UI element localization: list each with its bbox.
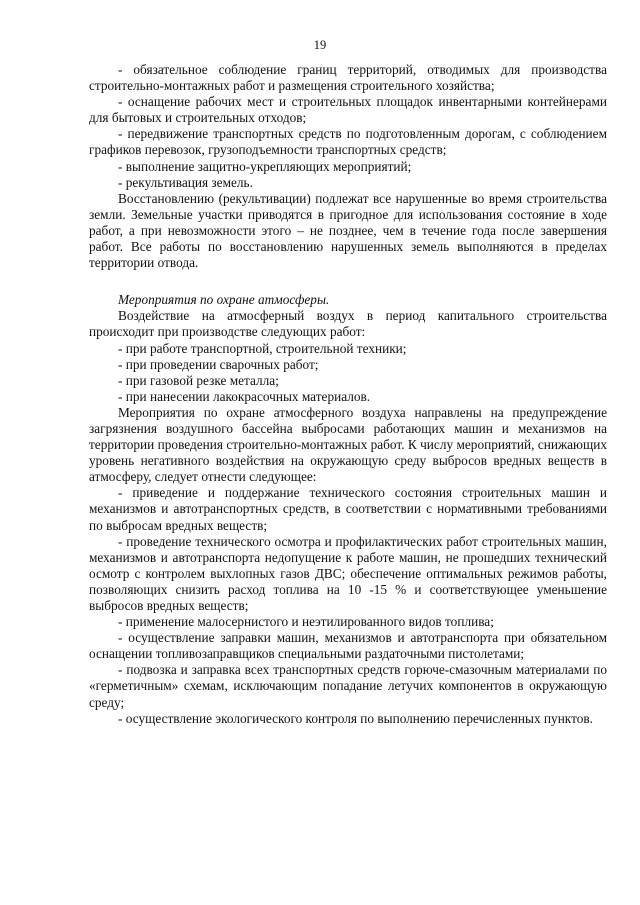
list-item: - подвозка и заправка всех транспортных средств горюче-смазочным материалами по «герметичным» схемам, исключающим попадание летучих компонентов в окружающую среду; xyxy=(89,662,607,710)
list-item: - оснащение рабочих мест и строительных площадок инвентарными контейнерами для бытовых и строительных отходов; xyxy=(89,94,607,126)
list-item: - при газовой резке металла; xyxy=(118,372,279,388)
list-item: - осуществление экологического контроля по выполнению перечисленных пунктов. xyxy=(118,710,593,726)
list-item: - применение малосернистого и неэтилированного видов топлива; xyxy=(118,614,494,630)
list-item: - передвижение транспортных средств по подготовленным дорогам, с соблюдением графиков перевозок, грузоподъемности транспортных средств; xyxy=(89,126,607,158)
page-number: 19 xyxy=(313,38,327,52)
list-item: - рекультивация земель. xyxy=(118,174,253,190)
document-body xyxy=(89,62,607,727)
body-paragraph: Воздействие на атмосферный воздух в период капитального строительства происходит при производстве следующих работ: xyxy=(89,308,607,340)
section-heading: Мероприятия по охране атмосферы. xyxy=(118,292,330,308)
list-item: - при нанесении лакокрасочных материалов. xyxy=(118,388,371,404)
list-item: - при проведении сварочных работ; xyxy=(118,356,319,372)
list-item: - при работе транспортной, строительной техники; xyxy=(118,340,407,356)
list-item: - осуществление заправки машин, механизмов и автотранспорта при обязательном оснащении топливозаправщиков специальными раздаточными пистолетами; xyxy=(89,630,607,662)
list-item: - выполнение защитно-укрепляющих мероприятий; xyxy=(118,158,412,174)
list-item: - обязательное соблюдение границ территорий, отводимых для производства строительно-монтажных работ и размещения строительного хозяйства; xyxy=(89,62,607,94)
list-item: - проведение технического осмотра и профилактических работ строительных машин, механизмов и автотранспорта недопущение к работе машин, не прошедших технический осмотр с контролем выхлопных газов ДВС; обеспечение оптимальных режимов работы, позволяющих снизить расход топлива на 10 -15 % и соответствующее уменьшение выбросов вредных веществ; xyxy=(89,533,607,613)
list-item: - приведение и поддержание технического состояния строительных машин и механизмов и автотранспортных средств, в соответствии с нормативными требованиями по выбросам вредных веществ; xyxy=(89,485,607,533)
body-paragraph: Мероприятия по охране атмосферного воздуха направлены на предупреждение загрязнения воздушного бассейна выбросами работающих машин и механизмов на территории проведения строительно-монтажных работ. К числу мероприятий, снижающих уровень негативного воздействия на окружающую среду выбросов вредных веществ в атмосферу, следует отнести следующее: xyxy=(89,404,607,485)
body-paragraph: Восстановлению (рекультивации) подлежат все нарушенные во время строительства земли. Земельные участки приводятся в пригодное для использования состояние в ходе работ, а при невозможности этого – не позднее, чем в течение года после завершения работ. Все работы по восстановлению нарушенных земель выполняются в пределах территории отвода. xyxy=(89,190,607,271)
